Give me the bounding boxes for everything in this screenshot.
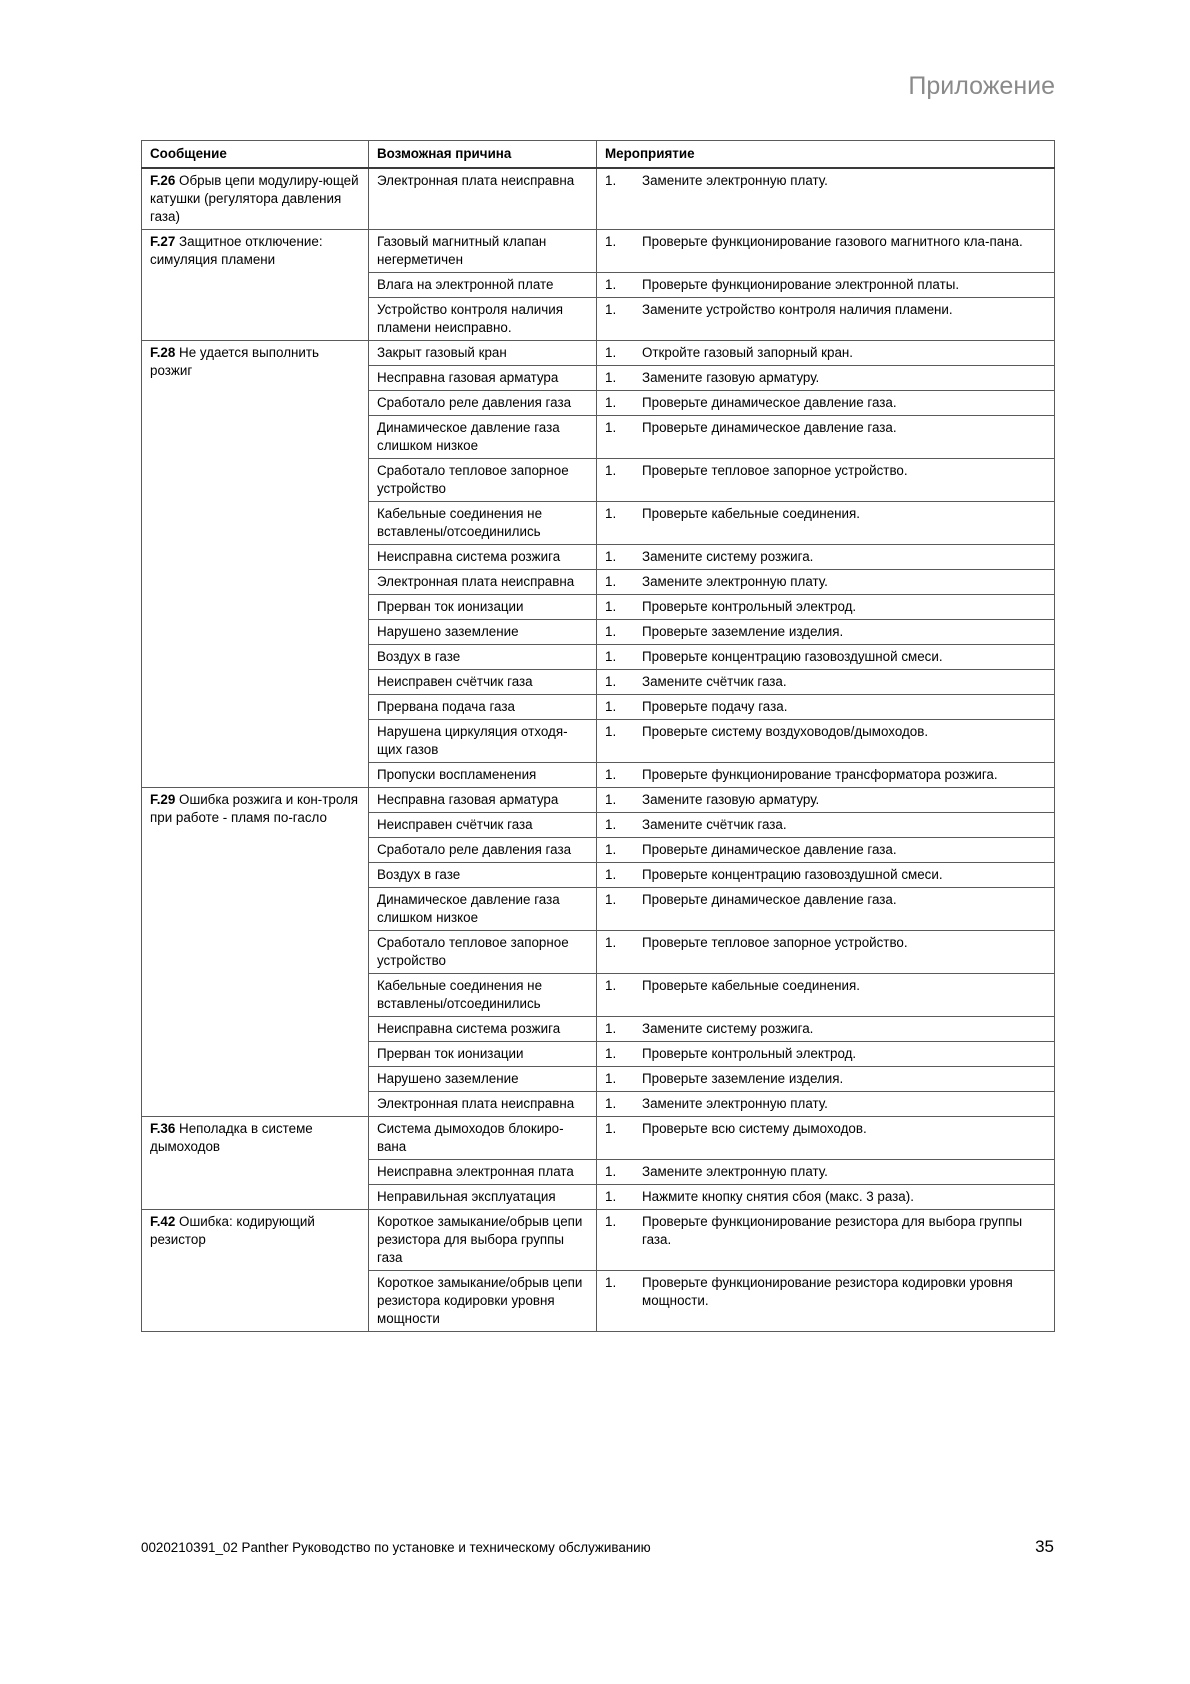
action-text: Проверьте функционирование резистора для выбора группы газа. [642,1214,1023,1247]
footer-document-title: 0020210391_02 Panther Руководство по установке и техническому обслуживанию [141,1540,651,1555]
action-text: Нажмите кнопку снятия сбоя (макс. 3 раза). [642,1189,914,1204]
cause-cell: Кабельные соединения не вставлены/отсоединились [369,502,597,545]
action-text: Проверьте функционирование газового магнитного кла-пана. [642,234,1023,249]
step-number: 1. [605,420,617,435]
cause-cell: Сработало тепловое запорное устройство [369,931,597,974]
action-text: Замените электронную плату. [642,1096,828,1111]
action-text: Проверьте кабельные соединения. [642,506,860,521]
cause-cell: Закрыт газовый кран [369,341,597,366]
step-number: 1. [605,674,617,689]
action-text: Проверьте функционирование трансформатора розжига. [642,767,998,782]
cause-cell: Влага на электронной плате [369,273,597,298]
step-number: 1. [605,370,617,385]
step-number: 1. [605,463,617,478]
action-cell [597,1210,1055,1271]
action-text: Проверьте кабельные соединения. [642,978,860,993]
step-number: 1. [605,549,617,564]
step-number: 1. [605,935,617,950]
cause-cell: Неисправен счётчик газа [369,813,597,838]
step-number: 1. [605,173,617,188]
action-cell [597,168,1055,230]
error-message: Неполадка в системе дымоходов [150,1121,313,1154]
action-text: Замените счётчик газа. [642,817,787,832]
step-number: 1. [605,1214,617,1229]
cause-cell: Нарушено заземление [369,1067,597,1092]
cause-cell: Электронная плата неисправна [369,1092,597,1117]
action-text: Проверьте функционирование электронной платы. [642,277,960,292]
action-text: Проверьте динамическое давление газа. [642,420,897,435]
cause-cell: Короткое замыкание/обрыв цепи резистора кодировки уровня мощности [369,1271,597,1332]
action-cell [597,888,1055,931]
action-cell [597,695,1055,720]
message-cell [142,341,369,788]
step-number: 1. [605,649,617,664]
cause-cell: Неисправна система розжига [369,545,597,570]
step-number: 1. [605,1046,617,1061]
action-cell [597,863,1055,888]
action-cell [597,391,1055,416]
column-header-message: Сообщение [142,141,369,169]
action-text: Проверьте тепловое запорное устройство. [642,935,908,950]
action-text: Проверьте динамическое давление газа. [642,892,897,907]
table-row [142,168,1055,230]
step-number: 1. [605,817,617,832]
cause-cell: Прервана подача газа [369,695,597,720]
error-message: Ошибка розжига и кон-троля при работе - пламя по-гасло [150,792,359,825]
action-text: Проверьте контрольный электрод. [642,1046,857,1061]
cause-cell: Воздух в газе [369,645,597,670]
action-cell [597,788,1055,813]
action-cell [597,341,1055,366]
step-number: 1. [605,302,617,317]
action-text: Проверьте концентрацию газовоздушной смеси. [642,867,943,882]
error-code: F.29 [150,792,176,807]
action-text: Замените газовую арматуру. [642,792,820,807]
error-code: F.28 [150,345,176,360]
error-code: F.26 [150,173,176,188]
cause-cell: Пропуски воспламенения [369,763,597,788]
cause-cell: Динамическое давление газа слишком низкое [369,888,597,931]
step-number: 1. [605,1071,617,1086]
troubleshooting-table [141,140,1055,1332]
action-cell [597,974,1055,1017]
action-text: Замените электронную плату. [642,574,828,589]
cause-cell: Сработало тепловое запорное устройство [369,459,597,502]
cause-cell: Несправна газовая арматура [369,366,597,391]
action-cell [597,931,1055,974]
action-cell [597,720,1055,763]
action-cell [597,298,1055,341]
table-row [142,341,1055,366]
cause-cell: Несправна газовая арматура [369,788,597,813]
column-header-action: Мероприятие [597,141,1055,169]
action-text: Замените систему розжига. [642,1021,814,1036]
step-number: 1. [605,1021,617,1036]
table-row [142,1117,1055,1160]
action-cell [597,502,1055,545]
action-text: Откройте газовый запорный кран. [642,345,854,360]
action-cell [597,366,1055,391]
step-number: 1. [605,1096,617,1111]
action-cell [597,1271,1055,1332]
cause-cell: Кабельные соединения не вставлены/отсоединились [369,974,597,1017]
cause-cell: Нарушено заземление [369,620,597,645]
cause-cell: Сработало реле давления газа [369,838,597,863]
cause-cell: Неисправна электронная плата [369,1160,597,1185]
action-cell [597,645,1055,670]
table-row [142,1210,1055,1271]
error-code: F.42 [150,1214,176,1229]
action-text: Проверьте тепловое запорное устройство. [642,463,908,478]
cause-cell: Прерван ток ионизации [369,595,597,620]
action-cell [597,416,1055,459]
message-cell [142,1210,369,1332]
table-header-row [142,141,1055,169]
action-cell [597,1067,1055,1092]
action-cell [597,595,1055,620]
cause-cell: Устройство контроля наличия пламени неисправно. [369,298,597,341]
step-number: 1. [605,1121,617,1136]
action-text: Замените счётчик газа. [642,674,787,689]
action-cell [597,1017,1055,1042]
action-cell [597,670,1055,695]
error-message: Ошибка: кодирующий резистор [150,1214,315,1247]
action-text: Проверьте подачу газа. [642,699,788,714]
table-row [142,788,1055,813]
cause-cell: Неисправен счётчик газа [369,670,597,695]
action-cell [597,570,1055,595]
action-cell [597,230,1055,273]
cause-cell: Электронная плата неисправна [369,570,597,595]
step-number: 1. [605,792,617,807]
error-message: Защитное отключение: симуляция пламени [150,234,323,267]
action-text: Замените устройство контроля наличия пламени. [642,302,953,317]
message-cell [142,230,369,341]
action-cell [597,1042,1055,1067]
step-number: 1. [605,724,617,739]
step-number: 1. [605,574,617,589]
step-number: 1. [605,345,617,360]
action-cell [597,763,1055,788]
error-code: F.36 [150,1121,176,1136]
message-cell [142,168,369,230]
step-number: 1. [605,867,617,882]
action-cell [597,1092,1055,1117]
step-number: 1. [605,234,617,249]
action-text: Проверьте динамическое давление газа. [642,842,897,857]
cause-cell: Нарушена циркуляция отходя-щих газов [369,720,597,763]
action-cell [597,838,1055,863]
action-cell [597,459,1055,502]
action-text: Замените газовую арматуру. [642,370,820,385]
step-number: 1. [605,599,617,614]
action-text: Проверьте функционирование резистора кодировки уровня мощности. [642,1275,1013,1308]
cause-cell: Система дымоходов блокиро-вана [369,1117,597,1160]
action-cell [597,545,1055,570]
step-number: 1. [605,978,617,993]
cause-cell: Электронная плата неисправна [369,168,597,230]
action-text: Замените электронную плату. [642,173,828,188]
step-number: 1. [605,842,617,857]
page-number: 35 [1035,1537,1054,1556]
step-number: 1. [605,1189,617,1204]
message-cell [142,1117,369,1210]
cause-cell: Динамическое давление газа слишком низкое [369,416,597,459]
action-text: Проверьте динамическое давление газа. [642,395,897,410]
action-text: Замените систему розжига. [642,549,814,564]
step-number: 1. [605,395,617,410]
cause-cell: Прерван ток ионизации [369,1042,597,1067]
column-header-cause: Возможная причина [369,141,597,169]
cause-cell: Неисправна система розжига [369,1017,597,1042]
action-text: Проверьте всю систему дымоходов. [642,1121,867,1136]
action-cell [597,1185,1055,1210]
step-number: 1. [605,277,617,292]
action-text: Проверьте систему воздуховодов/дымоходов. [642,724,929,739]
action-cell [597,1160,1055,1185]
step-number: 1. [605,624,617,639]
error-message: Обрыв цепи модулиру-ющей катушки (регулятора давления газа) [150,173,359,224]
step-number: 1. [605,767,617,782]
cause-cell: Воздух в газе [369,863,597,888]
action-text: Замените электронную плату. [642,1164,828,1179]
step-number: 1. [605,506,617,521]
action-cell [597,273,1055,298]
step-number: 1. [605,1275,617,1290]
cause-cell: Сработало реле давления газа [369,391,597,416]
cause-cell: Газовый магнитный клапан негерметичен [369,230,597,273]
step-number: 1. [605,892,617,907]
action-text: Проверьте контрольный электрод. [642,599,857,614]
message-cell [142,788,369,1117]
action-cell [597,620,1055,645]
step-number: 1. [605,1164,617,1179]
cause-cell: Неправильная эксплуатация [369,1185,597,1210]
cause-cell: Короткое замыкание/обрыв цепи резистора для выбора группы газа [369,1210,597,1271]
error-code: F.27 [150,234,176,249]
section-title: Приложение [908,72,1055,100]
action-text: Проверьте концентрацию газовоздушной смеси. [642,649,943,664]
action-text: Проверьте заземление изделия. [642,1071,844,1086]
error-message: Не удается выполнить розжиг [150,345,319,378]
table-body [142,168,1055,1332]
table-row [142,230,1055,273]
action-cell [597,1117,1055,1160]
action-cell [597,813,1055,838]
action-text: Проверьте заземление изделия. [642,624,844,639]
step-number: 1. [605,699,617,714]
